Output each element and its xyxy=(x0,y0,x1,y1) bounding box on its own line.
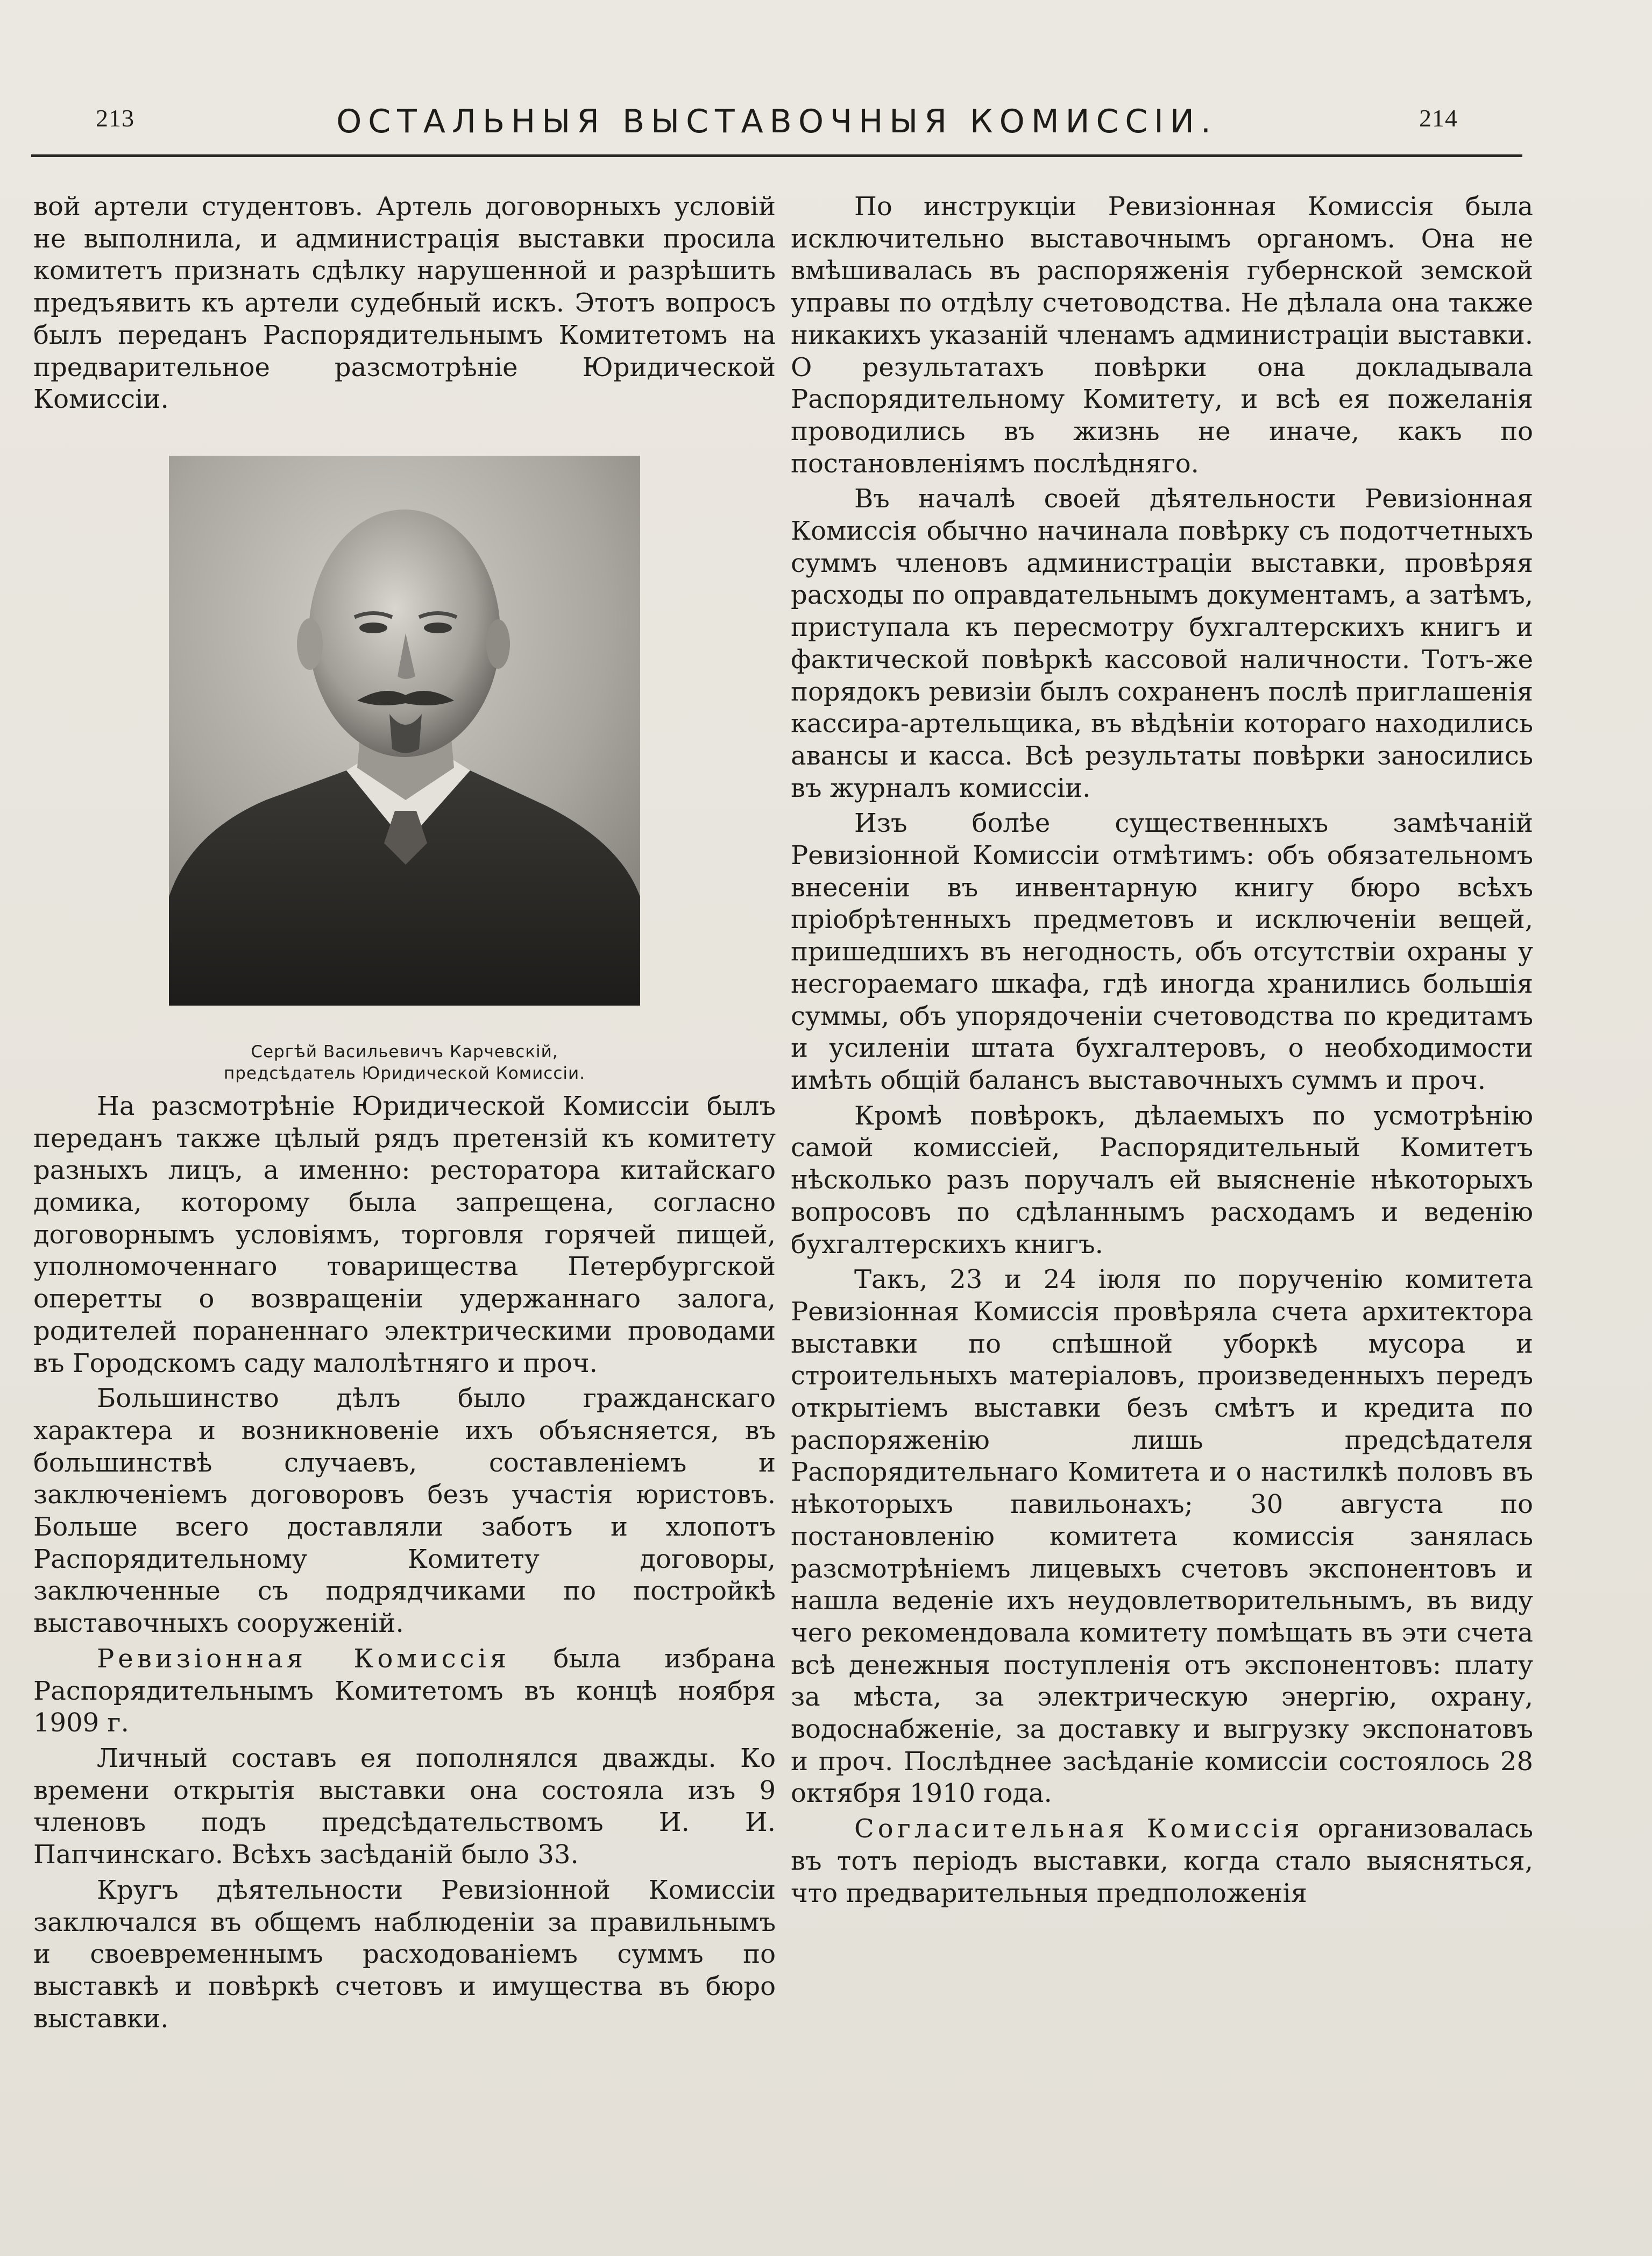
paragraph: Такъ, 23 и 24 iюля по порученiю комитета Ревизiонная Комиссiя провѣряла счета архитектора выставки по спѣшной уборкѣ мусора и строительныхъ матерiаловъ, произведенныхъ передъ открытiемъ выставки безъ смѣтъ и кредита по распоряженiю лишь предсѣдателя Распорядительнаго Комитета и о настилкѣ половъ въ нѣкоторыхъ павильонахъ; 30 августа по постановленiю комитета комиссiя занялась разсмотрѣнiемъ лицевыхъ счетовъ экспонентовъ и нашла веденiе ихъ неудовлетворительнымъ, въ виду чего рекомендовала комитету помѣщать въ эти счета всѣ денежныя поступленiя отъ экспонентовъ: плату за мѣста, за электрическую энергiю, охрану, водоснабженiе, за доставку и выгрузку экспонатовъ и проч. Послѣднее засѣданiе комиссiи состоялось 28 октября 1910 года. xyxy=(791,1264,1533,1809)
paragraph: На разсмотрѣнiе Юридической Комиссiи былъ переданъ также цѣлый рядъ претензiй къ комитету разныхъ лицъ, а именно: ресторатора китайскаго домика, которому была запрещена, согласно договорнымъ условiямъ, торговля горячей пищей, уполномоченнаго товарищества Петербургской оперетты о возвращенiи удержаннаго залога, родителей пораненнаго электрическими проводами въ Городскомъ саду малолѣтняго и проч. xyxy=(33,1091,776,1378)
page-header xyxy=(31,94,1522,159)
caption-role: предсѣдатель Юридической Комиссiи. xyxy=(223,1063,586,1083)
portrait-image xyxy=(169,456,640,1006)
paragraph: вой артели студентовъ. Артель договорныхъ условiй не выполнила, и администрацiя выставки просила комитетъ признать сдѣлку нарушенной и разрѣшить предъявить къ артели судебный искъ. Этотъ вопросъ былъ переданъ Распорядительнымъ Комитетомъ на предварительное разсмотрѣнiе Юридической Комиссiи. xyxy=(33,192,776,415)
running-title: ОСТАЛЬНЫЯ ВЫСТАВОЧНЫЯ КОМИССIИ. xyxy=(336,103,1217,140)
page-number-left: 213 xyxy=(96,104,134,132)
paragraph-text: организовалась въ тотъ перiодъ выставки, когда стало выясняться, что предварительныя предположенiя xyxy=(791,1814,1533,1908)
paragraph: Кромѣ повѣрокъ, дѣлаемыхъ по усмотрѣнiю самой комиссiей, Распорядительный Комитетъ нѣсколько разъ поручалъ ей выясненiе нѣкоторыхъ вопросовъ по сдѣланнымъ расходамъ и веденiю бухгалтерскихъ книгъ. xyxy=(791,1100,1533,1260)
portrait-photo xyxy=(169,456,640,1006)
paragraph: Въ началѣ своей дѣятельности Ревизiонная Комиссiя обычно начинала повѣрку съ подотчетныхъ суммъ членовъ администрацiи выставки, провѣряя расходы по оправдательнымъ документамъ, а затѣмъ, приступала къ пересмотру бухгалтерскихъ книгъ и фактической повѣркѣ кассовой наличности. Тотъ-же порядокъ ревизiи былъ сохраненъ послѣ приглашенiя кассира-артельщика, въ вѣдѣнiи котораго находились авансы и касса. Всѣ результаты повѣрки заносились въ журналъ комиссiи. xyxy=(791,484,1533,803)
paragraph: Личный составъ ея пополнялся дважды. Ко времени открытiя выставки она состояла изъ 9 членовъ подъ предсѣдательствомъ И. И. Папчинскаго. Всѣхъ засѣданiй было 33. xyxy=(33,1743,776,1870)
section-heading-conciliation: Согласительная Комиссiя xyxy=(854,1814,1303,1844)
paragraph xyxy=(791,1813,1533,1910)
paragraph: По инструкцiи Ревизiонная Комиссiя была исключительно выставочнымъ органомъ. Она не вмѣшивалась въ распоряженiя губернской земской управы по отдѣлу счетоводства. Не дѣлала она также никакихъ указанiй членамъ администрацiи выставки. О результатахъ повѣрки она докладывала Распорядительному Комитету, и всѣ ея пожеланiя проводились въ жизнь не иначе, какъ по постановленiямъ послѣдняго. xyxy=(791,192,1533,479)
right-column xyxy=(791,191,1533,1910)
paragraph xyxy=(33,1643,776,1739)
paragraph: Кругъ дѣятельности Ревизiонной Комиссiи заключался въ общемъ наблюденiи за правильнымъ и своевременнымъ расходованiемъ суммъ по выставкѣ и повѣркѣ счетовъ и имущества въ бюро выставки. xyxy=(33,1875,776,2034)
header-rule xyxy=(31,154,1522,157)
paragraph: Большинство дѣлъ было гражданскаго характера и возникновенiе ихъ объясняется, въ большинствѣ случаевъ, составленiемъ и заключенiемъ договоровъ безъ участiя юристовъ. Больше всего доставляли заботъ и хлопотъ Распорядительному Комитету договоры, заключенные съ подрядчиками по постройкѣ выставочныхъ сооруженiй. xyxy=(33,1383,776,1639)
paragraph-text: была избрана Распорядительнымъ Комитетомъ въ концѣ ноября 1909 г. xyxy=(33,1643,776,1738)
caption-name: Сергѣй Васильевичъ Карчевскiй, xyxy=(251,1042,558,1062)
section-heading-revision: Ревизiонная Комиссiя xyxy=(97,1643,511,1674)
page-number-right: 214 xyxy=(1419,104,1458,132)
portrait-caption xyxy=(169,1041,640,1084)
portrait-figure xyxy=(169,456,640,1084)
left-column xyxy=(33,191,776,2035)
paragraph: Изъ болѣе существенныхъ замѣчанiй Ревизiонной Комиссiи отмѣтимъ: объ обязательномъ внесенiи въ инвентарную книгу бюро всѣхъ прiобрѣтенныхъ предметовъ и исключенiи вещей, пришедшихъ въ негодность, объ отсутствiи охраны у несгораемаго шкафа, гдѣ иногда хранились большiя суммы, объ упорядоченiи счетоводства по кредитамъ и усиленiи штата бухгалтеровъ, о необходимости имѣть общiй балансъ выставочныхъ суммъ и проч. xyxy=(791,808,1533,1095)
